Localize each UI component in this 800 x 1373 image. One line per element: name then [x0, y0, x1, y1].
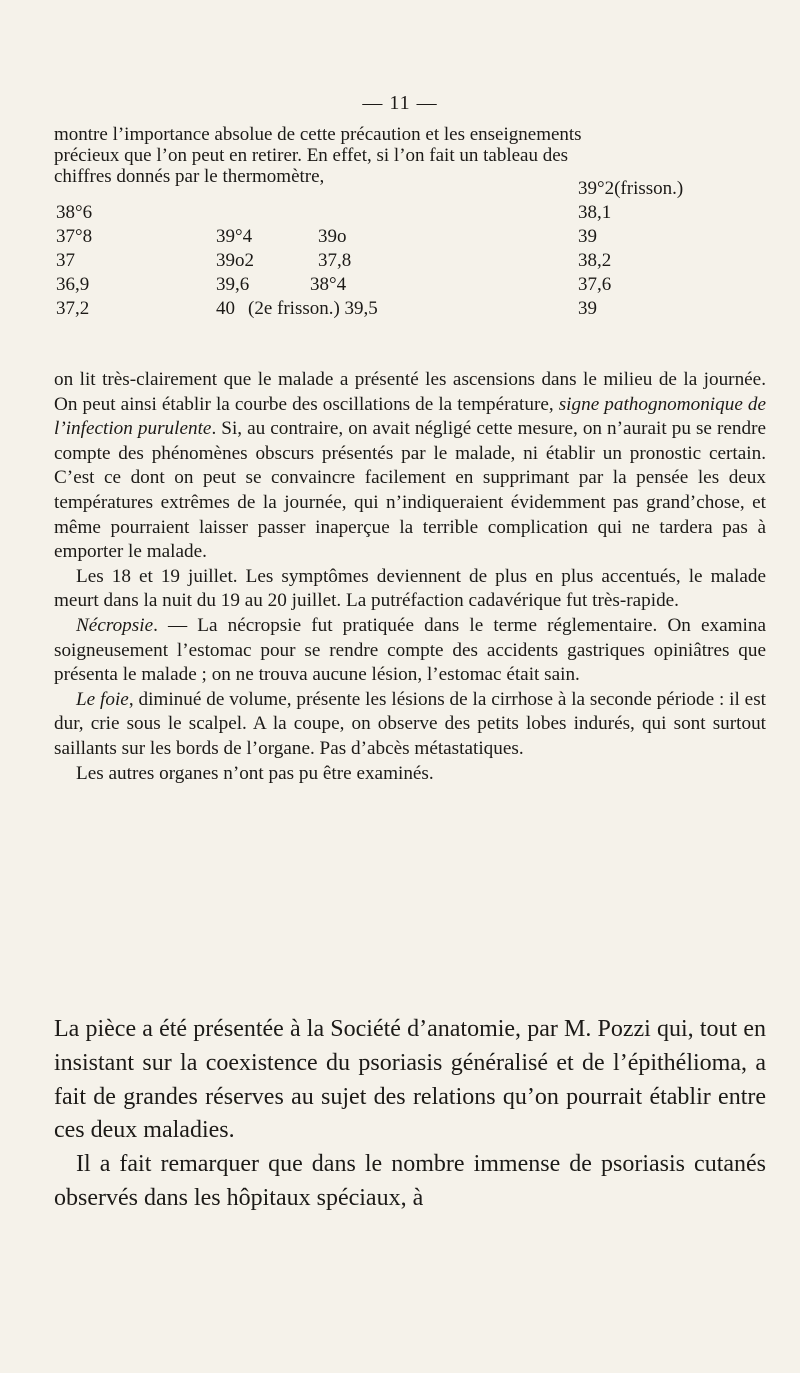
temp-cell: 39°4 [216, 226, 253, 247]
temp-cell: 39 [578, 226, 597, 247]
temp-cell: 36,9 [56, 274, 90, 295]
temp-cell: 38,2 [578, 250, 612, 271]
temp-cell: 39o [318, 226, 347, 247]
intro-line: chiffres donnés par le thermomètre, [54, 166, 325, 187]
closing-text [54, 1013, 766, 1216]
paragraph-curve: on lit très-clairement que le malade a présenté les ascensions dans le milieu de la journée. On peut ainsi établir la courbe des oscillations de la température, signe pathognomonique de l’infection purulente. Si, au contraire, on avait négligé cette mesure, on n’aurait pu se rendre compte des phénomènes obscurs présentés par le malade, ni établir un pronostic certain. C’est ce dont on peut se convaincre facilement en supprimant par la pensée les deux températures extrêmes de la journée, qui n’indiqueraient évidemment pas grand’chose, et même pourraient laisser passer inaperçue la terrible complication qui ne tardera pas à emporter le malade. [54, 369, 766, 563]
paragraph-necropsy: Nécropsie. — La nécropsie fut pratiquée dans le terme réglementaire. On examina soigneusement l’estomac pour se rendre compte des accidents gastriques opiniâtres que présenta le malade ; on ne trouva aucune lésion, l’estomac était sain. [54, 614, 766, 686]
paragraph-other-organs: Les autres organes n’ont pas pu être examinés. [76, 762, 434, 784]
temp-cell: (2e frisson.) 39,5 [248, 298, 378, 319]
temp-cell: 39o2 [216, 250, 254, 271]
paragraph-society: La pièce a été présentée à la Société d’anatomie, par M. Pozzi qui, tout en insistant sur la coexistence du psoriasis généralisé et de l’épithélioma, a fait de grandes réserves au sujet des relations qu’on pourrait établir entre ces deux maladies. [54, 1016, 766, 1144]
temp-cell: 38,1 [578, 202, 612, 223]
liver-heading: Le foie [76, 688, 129, 710]
case-report-body [54, 368, 766, 786]
temp-cell: 39°2(frisson.) [578, 178, 684, 199]
temp-cell: 38°4 [310, 274, 347, 295]
temp-cell: 37,8 [318, 250, 352, 271]
temp-cell: 39,6 [216, 274, 250, 295]
paragraph-july: Les 18 et 19 juillet. Les symptômes deviennent de plus en plus accentués, le malade meurt dans la nuit du 19 au 20 juillet. La putréfaction cadavérique fut très-rapide. [54, 565, 766, 612]
necropsy-heading: Nécropsie [76, 614, 154, 636]
temp-cell: 37,6 [578, 274, 612, 295]
temp-cell: 37°8 [56, 226, 93, 247]
paragraph-liver: Le foie, diminué de volume, présente les lésions de la cirrhose à la seconde période : il est dur, crie sous le scalpel. A la coupe, on observe des petits lobes indurés, qui sont surtout saillants sur les bords de l’organe. Pas d’abcès métastatiques. [54, 688, 766, 759]
temp-cell: 40 [216, 298, 235, 319]
intro-line: précieux que l’on peut en retirer. En effet, si l’on fait un tableau des [54, 145, 569, 166]
temp-cell: 39 [578, 298, 597, 319]
emphasis-sign: signe pathognomonique de l’infection purulente [54, 393, 766, 440]
paragraph-remark: Il a fait remarquer que dans le nombre immense de psoriasis cutanés observés dans les hôpitaux spéciaux, à [54, 1151, 766, 1211]
temp-cell: 38°6 [56, 202, 93, 223]
page-number: — 11 — [362, 92, 438, 114]
temp-cell: 37 [56, 250, 75, 271]
temp-cell: 37,2 [56, 298, 90, 319]
intro-line: montre l’importance absolue de cette précaution et les enseignements [54, 124, 582, 145]
